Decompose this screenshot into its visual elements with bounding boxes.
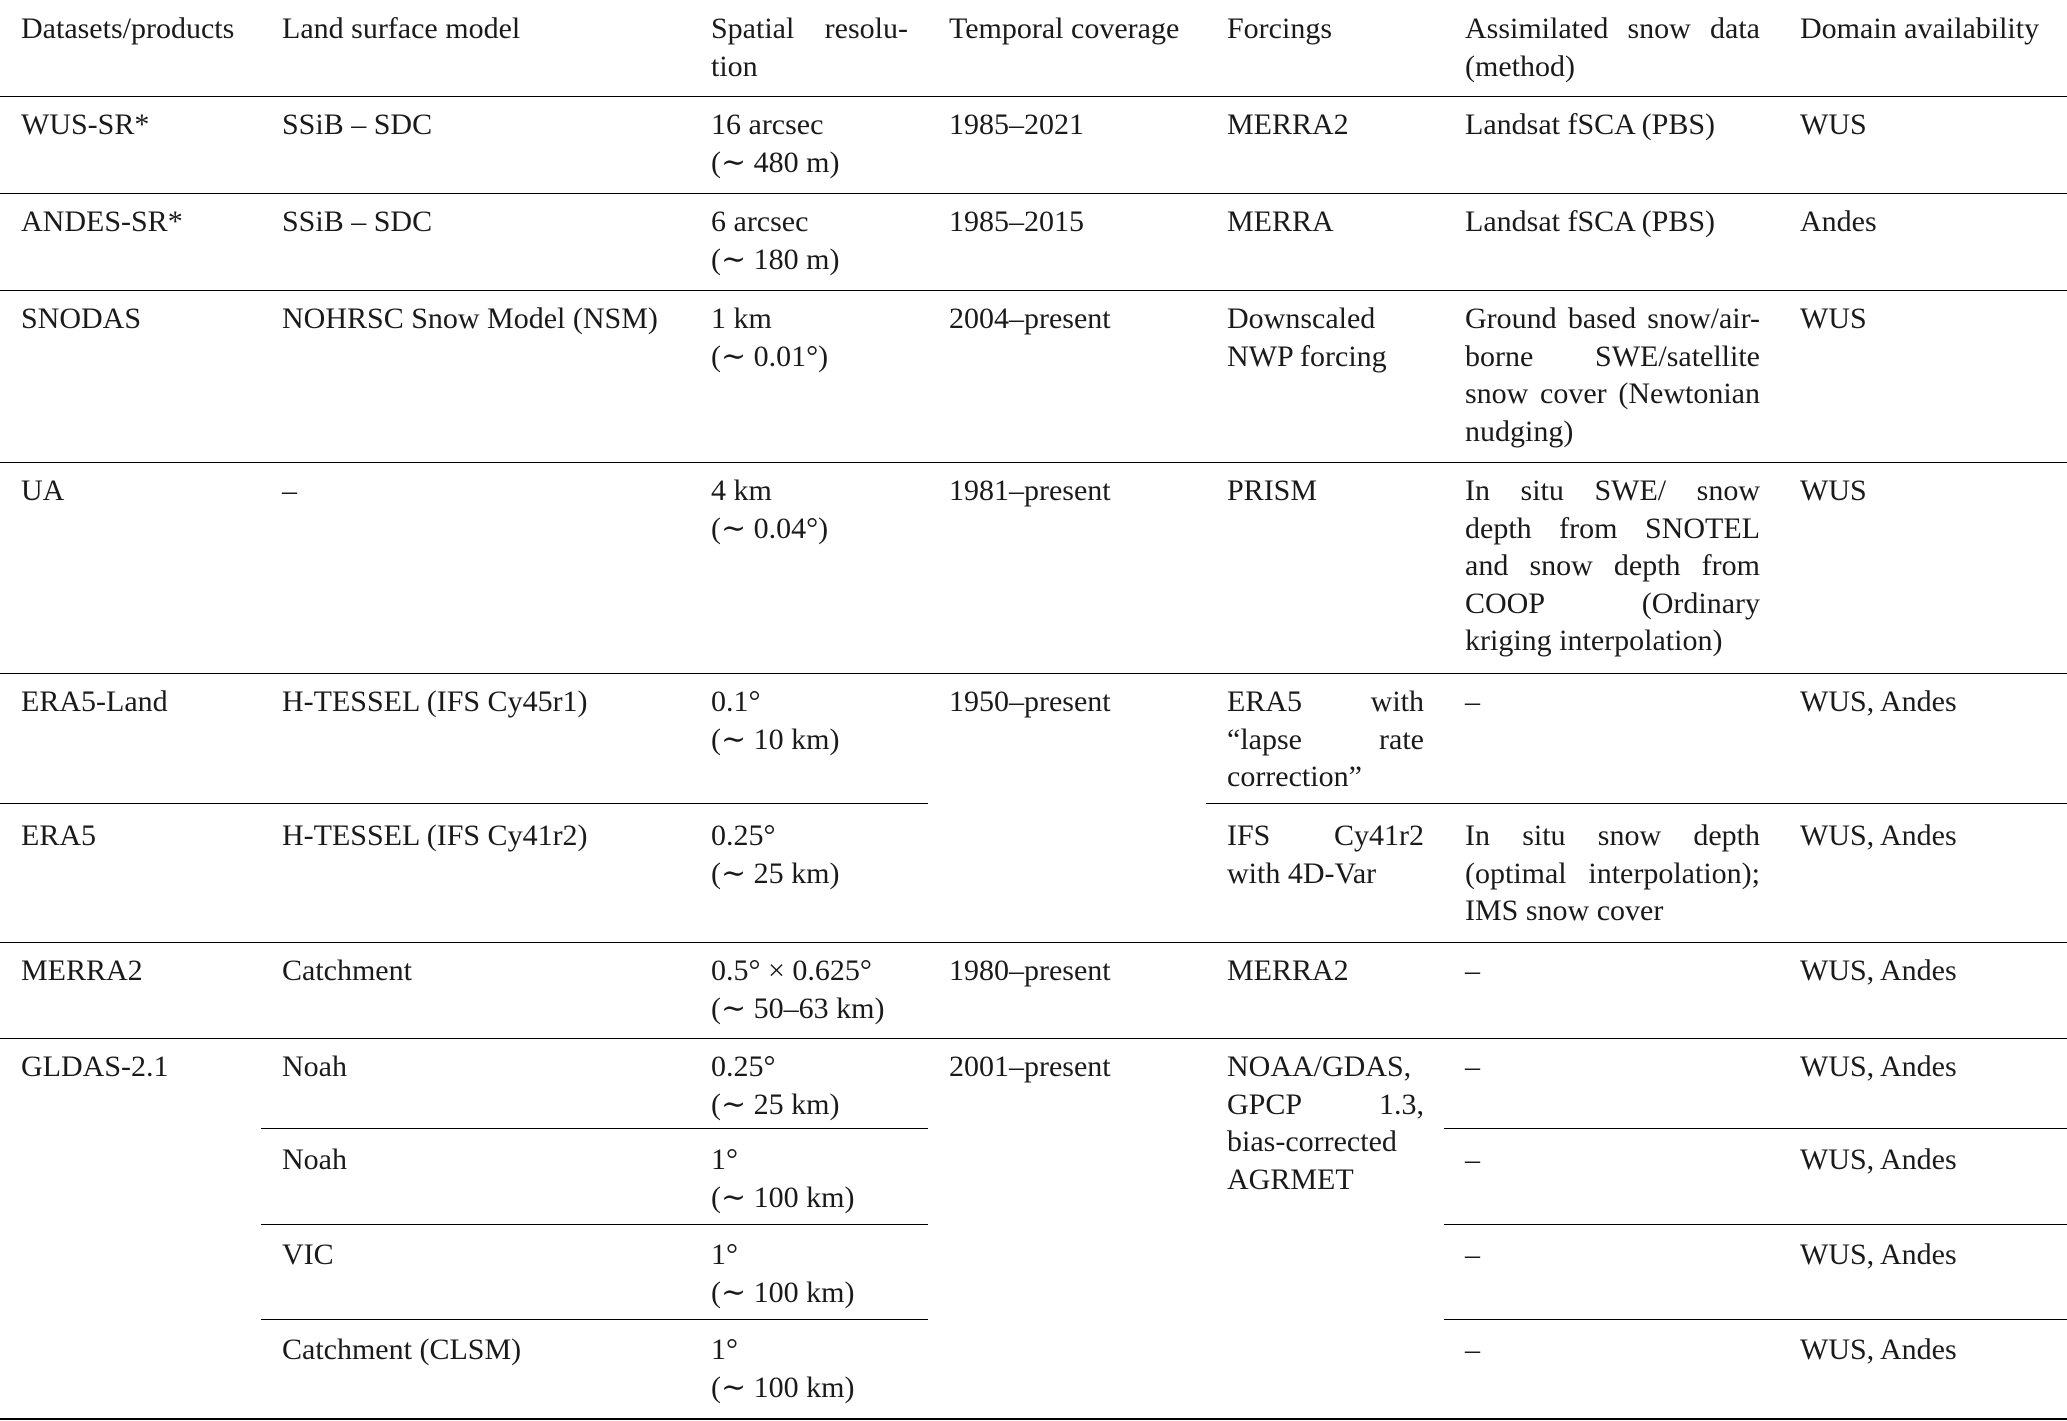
table-cell: 2001–present <box>949 1050 1111 1083</box>
table-cell: – <box>1465 685 1480 718</box>
table-cell-forcings: ERA5 with “lapse rate correction” <box>1227 685 1424 793</box>
table-cell: Andes <box>1800 205 1877 238</box>
table-cell: – <box>282 474 297 507</box>
table-cell: 0.25° (∼ 25 km) <box>711 1050 840 1121</box>
table-cell: WUS, Andes <box>1800 685 1957 718</box>
table-rule <box>261 1319 928 1320</box>
table-cell-assimilated: Ground based snow/air- borne SWE/satellite snow cover (Newtonian nudging) <box>1465 302 1760 448</box>
table-cell: WUS <box>1800 302 1867 335</box>
table-cell: 0.1° (∼ 10 km) <box>711 685 840 756</box>
table-cell: 1980–present <box>949 954 1111 987</box>
table-cell: UA <box>21 474 65 507</box>
table-rule <box>1444 1224 2067 1225</box>
header-datasets: Datasets/products <box>21 12 235 45</box>
table-rule <box>0 1038 2067 1039</box>
table-cell: ERA5 <box>21 819 96 852</box>
table-cell: 1981–present <box>949 474 1111 507</box>
table-cell-assimilated: In situ snow depth (optimal interpolation); IMS snow cover <box>1465 819 1760 927</box>
table-cell: PRISM <box>1227 474 1318 507</box>
table-cell: Noah <box>282 1143 347 1176</box>
table-rule <box>0 193 2067 194</box>
table-cell: SNODAS <box>21 302 142 335</box>
table-rule <box>261 1224 928 1225</box>
header-land-surface-model: Land surface model <box>282 12 521 45</box>
table-cell: Catchment (CLSM) <box>282 1333 522 1366</box>
header-forcings: Forcings <box>1227 12 1332 45</box>
table-cell: 16 arcsec (∼ 480 m) <box>711 108 840 179</box>
table-cell: VIC <box>282 1238 334 1271</box>
table-cell: MERRA2 <box>21 954 143 987</box>
table-cell: 1° (∼ 100 km) <box>711 1238 855 1309</box>
table-rule <box>1206 803 2067 804</box>
table-cell: Landsat fSCA (PBS) <box>1465 108 1716 141</box>
table-rule <box>0 96 2067 97</box>
table-cell: MERRA2 <box>1227 954 1349 987</box>
header-spatial-resolution: Spatial resolu- tion <box>711 12 908 83</box>
table-cell: WUS, Andes <box>1800 1143 1957 1176</box>
header-domain-availability: Domain availability <box>1800 12 2040 45</box>
table-cell-assimilated: In situ SWE/ snow depth from SNOTEL and snow depth from COOP (Ordinary kriging interpolation) <box>1465 474 1760 657</box>
header-assimilated-snow-data: Assimilated snow data (method) <box>1465 12 1760 83</box>
table-rule <box>0 462 2067 463</box>
table-cell: MERRA2 <box>1227 108 1349 141</box>
table-cell: SSiB – SDC <box>282 108 433 141</box>
table-cell: GLDAS-2.1 <box>21 1050 169 1083</box>
table-cell: 4 km (∼ 0.04°) <box>711 474 829 545</box>
table-cell: – <box>1465 1143 1480 1176</box>
table-rule <box>0 942 2067 943</box>
table-cell: 2004–present <box>949 302 1111 335</box>
table-cell: H-TESSEL (IFS Cy45r1) <box>282 685 588 718</box>
table-cell: H-TESSEL (IFS Cy41r2) <box>282 819 588 852</box>
table-cell: WUS, Andes <box>1800 1333 1957 1366</box>
table-cell: WUS <box>1800 474 1867 507</box>
table-rule <box>261 1128 928 1129</box>
table-cell: WUS, Andes <box>1800 1238 1957 1271</box>
table-cell: – <box>1465 1238 1480 1271</box>
table-cell: 1985–2015 <box>949 205 1084 238</box>
table-cell: SSiB – SDC <box>282 205 433 238</box>
table-cell: WUS, Andes <box>1800 819 1957 852</box>
table-rule <box>1444 1128 2067 1129</box>
header-temporal-coverage: Temporal coverage <box>949 12 1180 45</box>
table-bottom-rule <box>0 1418 2067 1420</box>
table-cell: – <box>1465 954 1480 987</box>
table-cell: 1° (∼ 100 km) <box>711 1143 855 1214</box>
table-cell: 0.5° × 0.625° (∼ 50–63 km) <box>711 954 885 1025</box>
table-cell: 1950–present <box>949 685 1111 718</box>
table-cell: 0.25° (∼ 25 km) <box>711 819 840 890</box>
table-cell-forcings: IFS Cy41r2 with 4D-Var <box>1227 819 1424 890</box>
table-cell: 1 km (∼ 0.01°) <box>711 302 829 373</box>
table-rule <box>0 673 2067 674</box>
table-rule <box>1444 1319 2067 1320</box>
table-cell: Catchment <box>282 954 412 987</box>
table-cell: WUS-SR* <box>21 108 150 141</box>
table-cell: WUS <box>1800 108 1867 141</box>
table-cell: 1985–2021 <box>949 108 1084 141</box>
table-rule <box>0 290 2067 291</box>
table-cell: MERRA <box>1227 205 1334 238</box>
table-cell: WUS, Andes <box>1800 954 1957 987</box>
table-cell: 6 arcsec (∼ 180 m) <box>711 205 840 276</box>
table-cell: NOHRSC Snow Model (NSM) <box>282 302 658 335</box>
table-cell: ANDES-SR* <box>21 205 183 238</box>
table-rule <box>0 803 928 804</box>
table-cell-forcings: NOAA/GDAS, GPCP 1.3, bias-corrected AGRMET <box>1227 1050 1424 1196</box>
table-cell: ERA5-Land <box>21 685 168 718</box>
table-cell: – <box>1465 1333 1480 1366</box>
table-cell: Downscaled NWP forcing <box>1227 302 1387 373</box>
table-cell: – <box>1465 1050 1480 1083</box>
table-cell: Noah <box>282 1050 347 1083</box>
table-cell: 1° (∼ 100 km) <box>711 1333 855 1404</box>
table-cell: WUS, Andes <box>1800 1050 1957 1083</box>
table-cell: Landsat fSCA (PBS) <box>1465 205 1716 238</box>
